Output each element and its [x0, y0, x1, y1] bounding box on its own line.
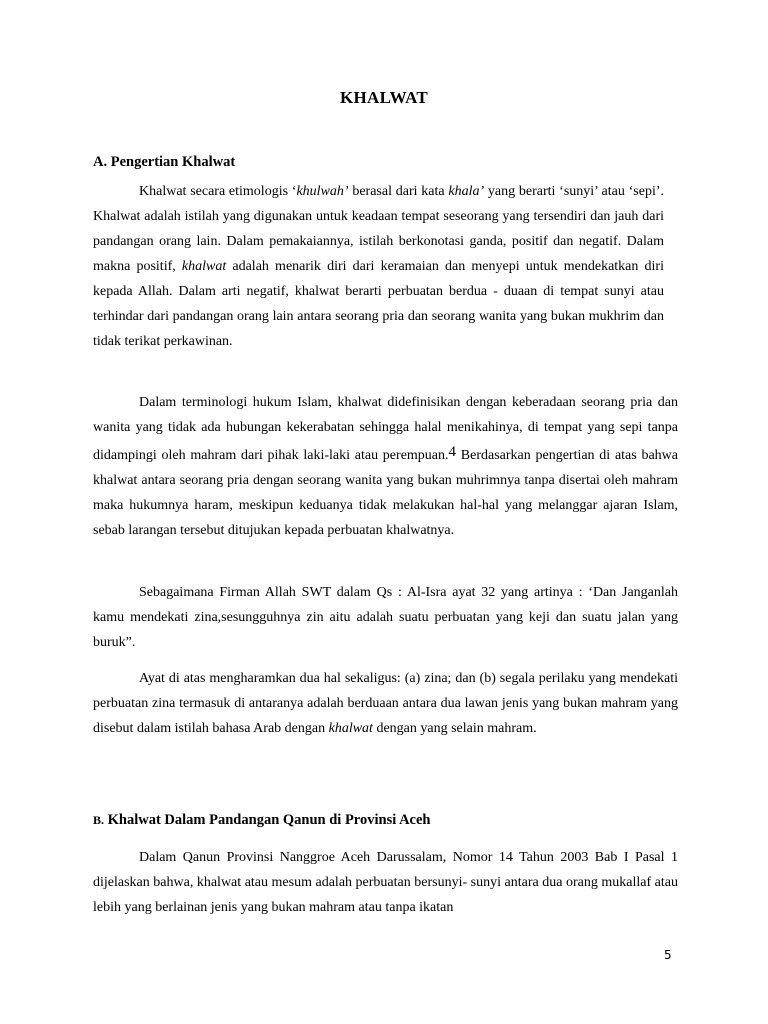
p1-text-2: berasal dari kata: [348, 184, 449, 199]
section-b-heading: [93, 812, 430, 829]
p2-continuation: Berdasarkan pengertian di atas bahwa khalwat antara seorang pria dengan seorang wanita yang bukan muhrimnya tanpa disertai oleh mahram maka hukumnya haram, meskipun keduanya tidak melakukan hal-hal yang melanggar ajaran Islam, sebab larangan tersebut ditujukan kepada perbuatan khalwatnya.: [93, 448, 678, 538]
p2-text: Dalam terminologi hukum Islam, khalwat didefinisikan dengan keberadaan seorang pria dan wanita yang tidak ada hubungan kekerabatan sehingga halal menikahinya, di tempat yang sepi tanpa didampingi oleh mahram dari pihak laki-laki atau perempuan.: [93, 395, 678, 463]
section-a-paragraph-4: [93, 666, 678, 741]
p1-text-4: adalah menarik diri dari keramaian dan menyepi untuk mendekatkan diri kepada Allah. Dalam arti negatif, khalwat berarti perbuatan berdua - duaan di tempat sunyi atau terhindar dari pandangan orang lain antara seorang pria dan seorang wanita yang bukan mukhrim dan tidak terikat perkawinan.: [93, 259, 664, 349]
b-p1-text: Dalam Qanun Provinsi Nanggroe Aceh Darussalam, Nomor 14 Tahun 2003 Bab I Pasal 1 dijelaskan bahwa, khalwat atau mesum adalah perbuatan bersunyi- sunyi antara dua orang mukallaf atau lebih yang berlainan jenis yang bukan mahram atau tanpa ikatan: [93, 850, 678, 915]
p1-term-khala: khala’: [448, 184, 485, 199]
section-a-heading: A. Pengertian Khalwat: [93, 154, 236, 170]
p1-term-khulwah: khulwah’: [296, 184, 349, 199]
section-b-paragraph-1: [93, 845, 678, 920]
page-number: 5: [664, 948, 672, 962]
section-b-title: Khalwat Dalam Pandangan Qanun di Provinsi Aceh: [104, 812, 431, 828]
p1-term-khalwat: khalwat: [181, 259, 227, 274]
document-title: KHALWAT: [339, 88, 429, 107]
p4-text-2: dengan yang selain mahram.: [372, 721, 537, 736]
section-b-letter: B.: [93, 813, 105, 827]
section-a-paragraph-3: [93, 580, 678, 655]
footnote-marker: 4: [448, 444, 457, 460]
p4-term-khalwat: khalwat: [328, 721, 373, 736]
p1-text-1: Khalwat secara etimologis ‘: [139, 184, 297, 199]
section-a-paragraph-1: [93, 179, 664, 354]
p1-text-3: yang berarti ‘sunyi’ atau ‘sepi’. Khalwat adalah istilah yang digunakan untuk keadaan tempat seseorang yang tersendiri dan jauh dari pandangan orang lain. Dalam pemakaiannya, istilah berkonotasi ganda, positif dan negatif. Dalam makna positif,: [93, 184, 665, 274]
p3-text: Sebagaimana Firman Allah SWT dalam Qs : Al-Isra ayat 32 yang artinya : ‘Dan Janganlah kamu mendekati zina,sesungguhnya zin aitu adalah suatu perbuatan yang keji dan suatu jalan yang buruk”.: [93, 585, 678, 650]
p4-text-1: Ayat di atas mengharamkan dua hal sekaligus: (a) zina; dan (b) segala perilaku yang mendekati perbuatan zina termasuk di antaranya adalah berduaan antara dua lawan jenis yang bukan mahram yang disebut dalam istilah bahasa Arab dengan: [93, 671, 678, 736]
section-a-paragraph-2: [93, 390, 678, 543]
